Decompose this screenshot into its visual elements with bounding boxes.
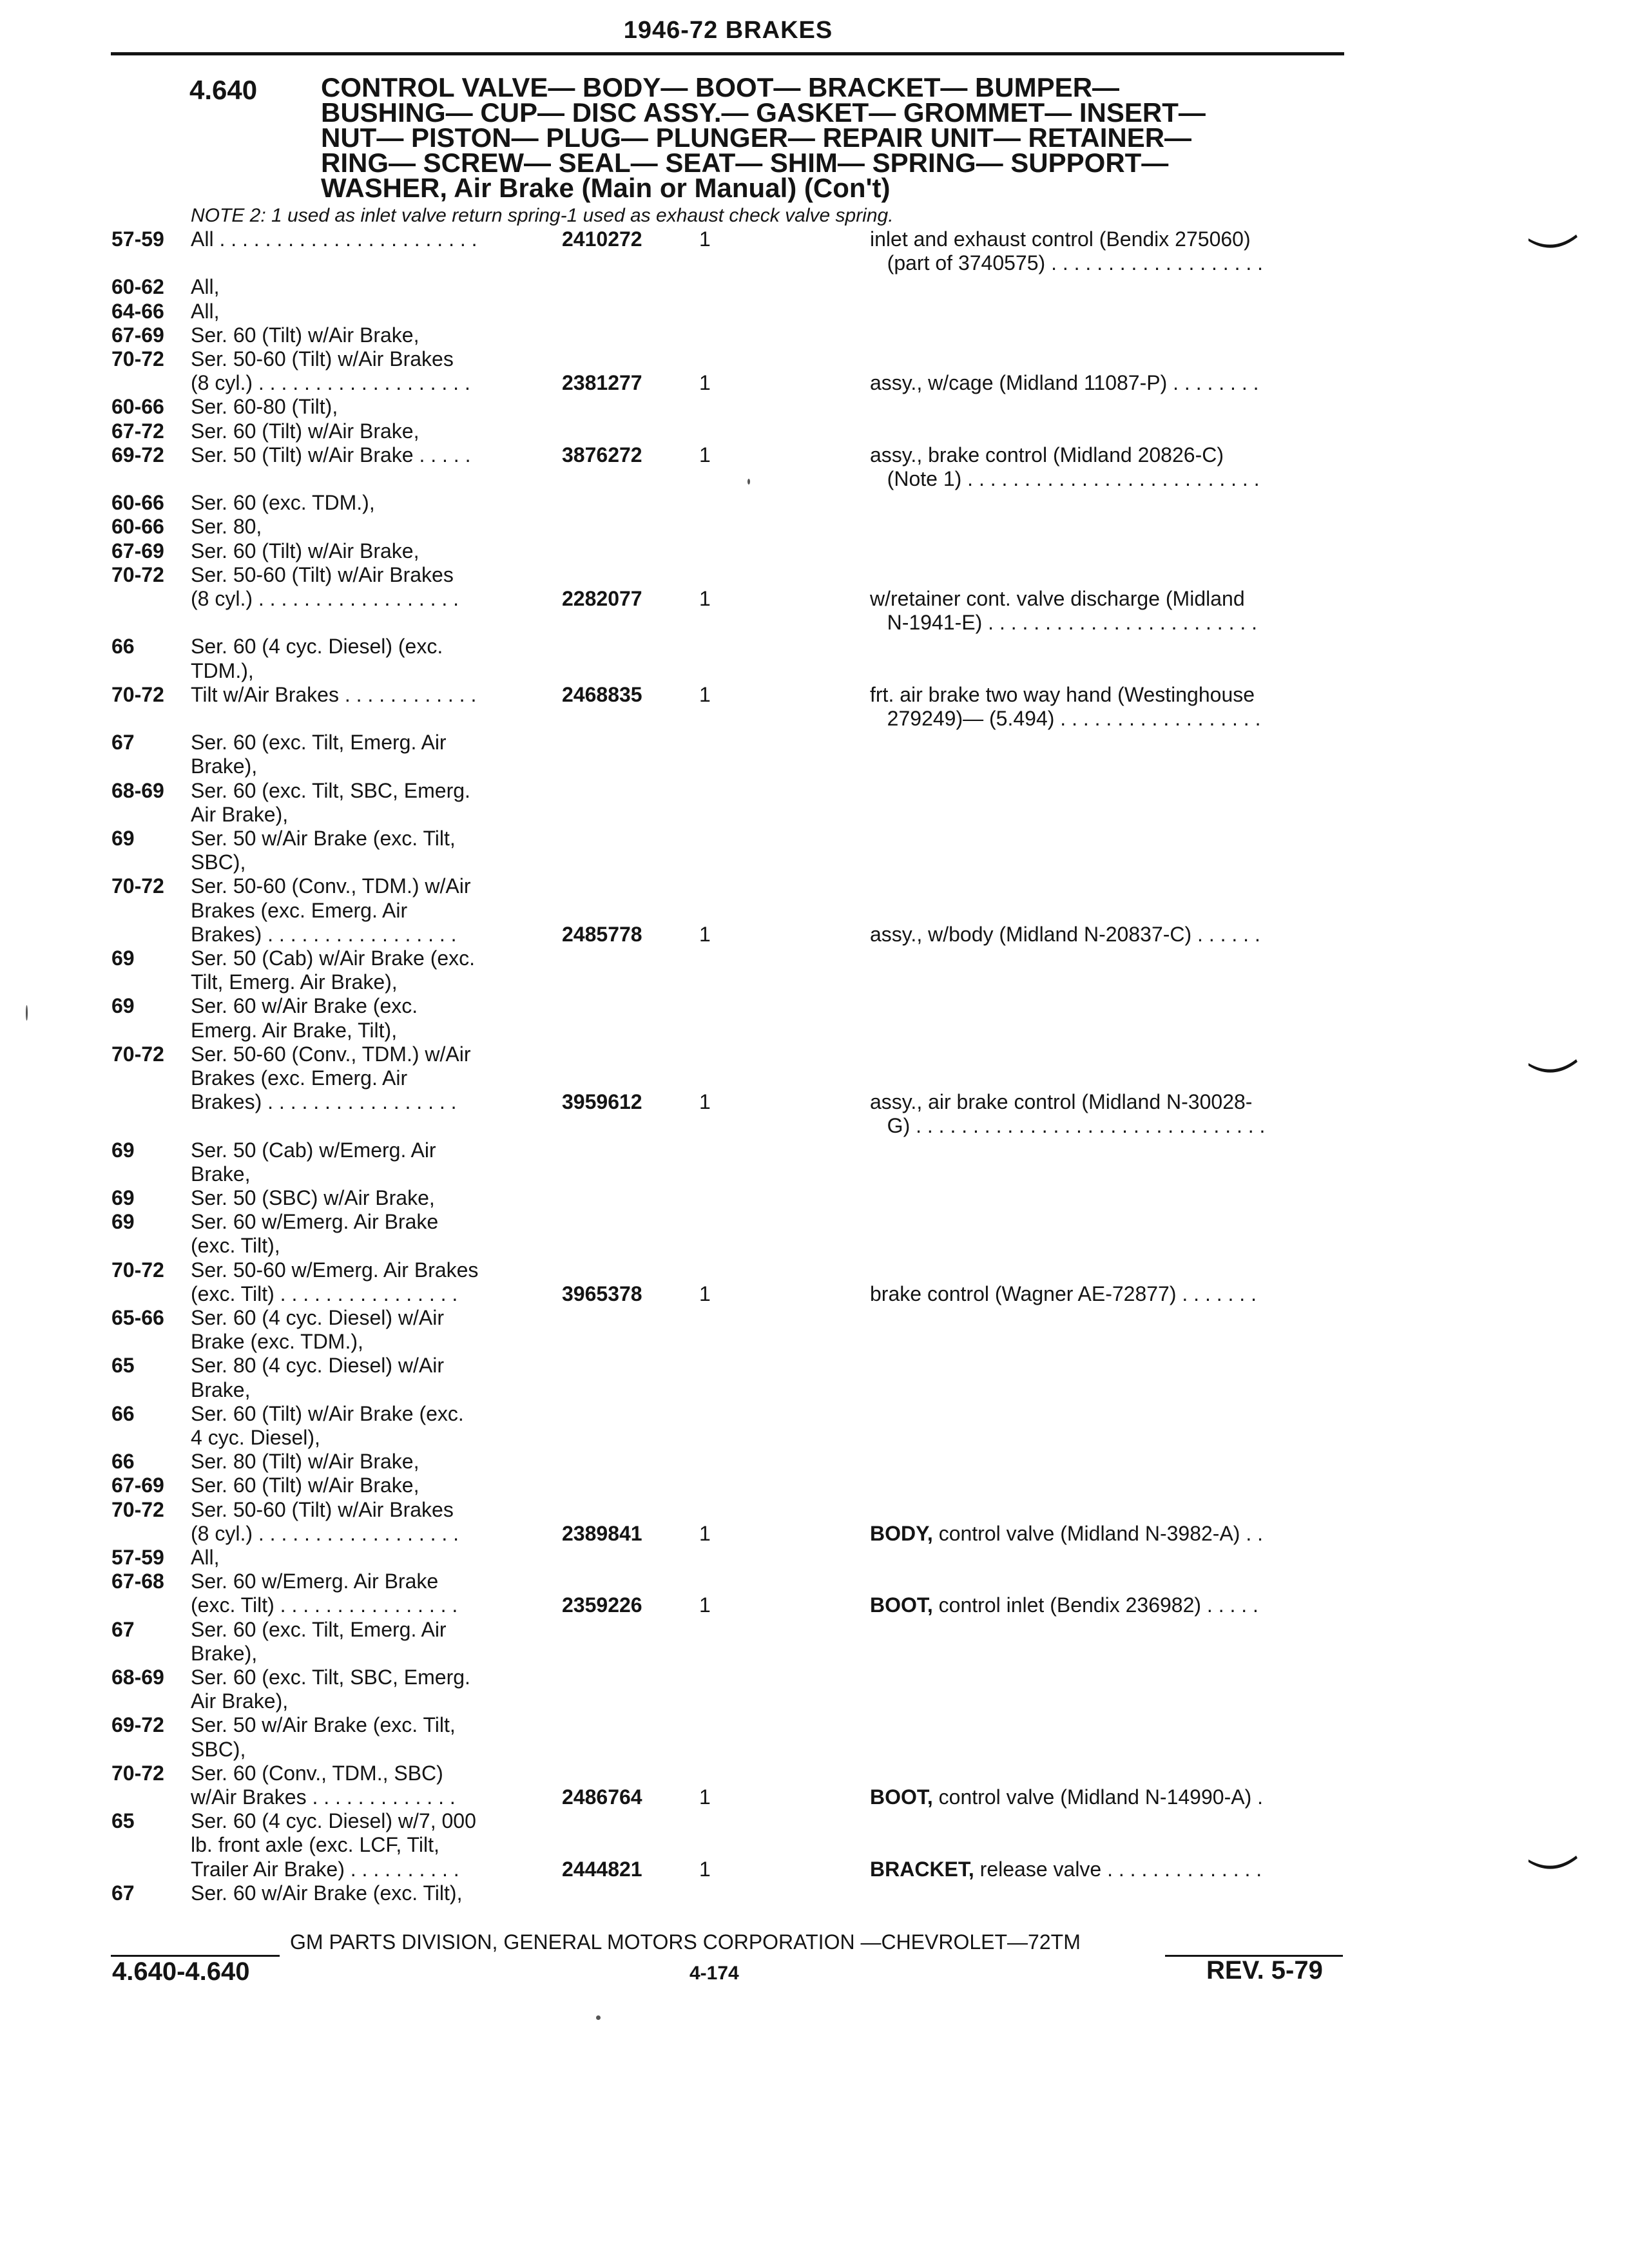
table-row: [0, 466, 1629, 491]
table-row: [0, 1162, 1629, 1186]
table-row: [0, 1090, 1629, 1114]
row-application: Ser. 60 w/Air Brake (exc.: [191, 994, 418, 1017]
row-description-text: (part of 3740575) . . . . . . . . . . . . . . . . . . .: [870, 251, 1264, 274]
row-application: Air Brake),: [191, 1689, 289, 1713]
row-years: 65-66: [111, 1306, 164, 1329]
table-row: [0, 1186, 1629, 1210]
row-description: [870, 682, 1255, 707]
scan-speck: [26, 1005, 28, 1021]
row-part-number: 3876272: [562, 443, 642, 466]
table-row: [0, 1809, 1629, 1833]
row-description: [870, 1521, 1263, 1546]
row-application: Tilt w/Air Brakes . . . . . . . . . . . .: [191, 683, 477, 706]
row-part-number: 2359226: [562, 1593, 642, 1617]
row-part-number: 2389841: [562, 1522, 642, 1545]
row-quantity: 1: [699, 1593, 711, 1617]
row-quantity: 1: [699, 227, 711, 251]
row-years: 70-72: [111, 563, 164, 586]
table-row: [0, 539, 1629, 563]
row-application: (8 cyl.) . . . . . . . . . . . . . . . . . .: [191, 1522, 459, 1545]
row-application: Ser. 50-60 (Conv., TDM.) w/Air: [191, 1043, 471, 1066]
row-application: All . . . . . . . . . . . . . . . . . . . . . . .: [191, 227, 477, 251]
table-row: [0, 227, 1629, 251]
row-application: Ser. 50 (Cab) w/Emerg. Air: [191, 1139, 436, 1162]
row-years: 64-66: [111, 300, 164, 323]
row-application: Ser. 60 (4 cyc. Diesel) w/7, 000: [191, 1809, 476, 1832]
row-years: 70-72: [111, 1258, 164, 1282]
table-row: [0, 1353, 1629, 1378]
row-description: [870, 227, 1251, 251]
row-application: Brakes) . . . . . . . . . . . . . . . . .: [191, 1090, 457, 1113]
scan-speck: [747, 479, 750, 485]
row-application: Ser. 60 (exc. TDM.),: [191, 491, 375, 514]
row-application: SBC),: [191, 850, 246, 874]
row-years: 68-69: [111, 779, 164, 802]
table-row: [0, 562, 1629, 587]
table-row: [0, 323, 1629, 347]
row-years: 70-72: [111, 1762, 164, 1785]
table-row: [0, 730, 1629, 754]
row-application: Air Brake),: [191, 803, 289, 826]
footer-section-range: 4.640-4.640: [112, 1957, 250, 1986]
table-row: [0, 802, 1629, 827]
row-description-text: (Note 1) . . . . . . . . . . . . . . . . . . . . . . . . . .: [870, 467, 1260, 490]
row-description-text: w/retainer cont. valve discharge (Midland: [870, 587, 1245, 610]
row-years: 67-69: [111, 539, 164, 562]
row-years: 70-72: [111, 347, 164, 370]
table-row: [0, 898, 1629, 923]
binder-hole-mark: [1527, 1057, 1579, 1076]
row-description-text: N-1941-E) . . . . . . . . . . . . . . . . . . . . . . . .: [870, 611, 1258, 634]
section-title-line: WASHER, Air Brake (Main or Manual) (Con't): [321, 173, 891, 203]
row-application: Ser. 80,: [191, 515, 262, 538]
row-quantity: 1: [699, 443, 711, 466]
table-row: [0, 394, 1629, 419]
table-row: [0, 1593, 1629, 1617]
row-part-number: 2486764: [562, 1785, 642, 1809]
row-description: [870, 466, 1260, 491]
row-years: 67: [111, 1881, 135, 1905]
row-application: (exc. Tilt) . . . . . . . . . . . . . . . .: [191, 1282, 458, 1305]
table-row: [0, 1042, 1629, 1066]
row-application: Ser. 60 (Tilt) w/Air Brake (exc.: [191, 1402, 464, 1425]
row-description-text: assy., air brake control (Midland N-30028-: [870, 1090, 1253, 1113]
row-years: 67-69: [111, 1474, 164, 1497]
row-years: 60-66: [111, 515, 164, 538]
row-description: [870, 443, 1224, 467]
row-description-text: control inlet (Bendix 236982) . . . . .: [932, 1593, 1258, 1617]
row-description-text: release valve . . . . . . . . . . . . . .: [974, 1858, 1262, 1881]
table-row: [0, 1425, 1629, 1450]
row-application: Ser. 50-60 (Tilt) w/Air Brakes: [191, 347, 454, 370]
row-application: 4 cyc. Diesel),: [191, 1426, 320, 1449]
row-keyword: BOOT,: [870, 1593, 933, 1617]
table-row: [0, 1521, 1629, 1546]
table-row: [0, 970, 1629, 994]
table-row: [0, 1641, 1629, 1666]
row-application: Ser. 50-60 (Tilt) w/Air Brakes: [191, 563, 454, 586]
row-application: Ser. 50 (Tilt) w/Air Brake . . . . .: [191, 443, 471, 466]
table-row: [0, 946, 1629, 970]
row-years: 69: [111, 1210, 135, 1233]
row-application: Ser. 50 (SBC) w/Air Brake,: [191, 1186, 435, 1209]
row-application: TDM.),: [191, 659, 254, 682]
row-application: w/Air Brakes . . . . . . . . . . . . .: [191, 1785, 456, 1809]
table-row: [0, 706, 1629, 731]
row-description-text: inlet and exhaust control (Bendix 275060): [870, 227, 1251, 251]
row-years: 69: [111, 1139, 135, 1162]
row-quantity: 1: [699, 1282, 711, 1305]
row-years: 60-66: [111, 491, 164, 514]
row-years: 70-72: [111, 683, 164, 706]
row-application: Ser. 50 w/Air Brake (exc. Tilt,: [191, 1713, 456, 1736]
table-row: [0, 1329, 1629, 1354]
table-row: [0, 922, 1629, 947]
table-row: [0, 610, 1629, 635]
table-row: [0, 1857, 1629, 1881]
row-application: Ser. 50 w/Air Brake (exc. Tilt,: [191, 827, 456, 850]
table-row: [0, 1066, 1629, 1090]
row-years: 69: [111, 994, 135, 1017]
footer-page-number: 4-174: [689, 1963, 739, 1984]
row-description-text: assy., w/body (Midland N-20837-C) . . . . . .: [870, 923, 1260, 946]
row-part-number: 2444821: [562, 1858, 642, 1881]
row-years: 69: [111, 827, 135, 850]
row-part-number: 2410272: [562, 227, 642, 251]
row-quantity: 1: [699, 1785, 711, 1809]
row-application: Ser. 50-60 (Conv., TDM.) w/Air: [191, 874, 471, 898]
row-application: Brake,: [191, 1378, 251, 1401]
row-application: (8 cyl.) . . . . . . . . . . . . . . . . . .: [191, 587, 459, 610]
section-number: 4.640: [189, 75, 258, 105]
table-row: [0, 1497, 1629, 1522]
row-application: Ser. 50-60 (Tilt) w/Air Brakes: [191, 1498, 454, 1521]
row-years: 57-59: [111, 1546, 164, 1569]
row-years: 60-62: [111, 275, 164, 298]
table-row: [0, 754, 1629, 778]
table-row: [0, 586, 1629, 611]
row-description: [870, 251, 1263, 275]
row-application: Ser. 60 (Tilt) w/Air Brake,: [191, 1474, 419, 1497]
row-description-text: control valve (Midland N-14990-A) .: [932, 1785, 1263, 1809]
table-row: [0, 299, 1629, 323]
row-part-number: 3959612: [562, 1090, 642, 1113]
row-description-text: control valve (Midland N-3982-A) . .: [932, 1522, 1263, 1545]
footer-publisher: GM PARTS DIVISION, GENERAL MOTORS CORPORATION —CHEVROLET—72TM: [290, 1930, 1081, 1954]
row-description: [870, 1593, 1258, 1617]
scan-speck: [596, 2015, 601, 2020]
row-description: [870, 370, 1259, 395]
row-description: [870, 706, 1260, 731]
table-row: [0, 682, 1629, 707]
row-application: Ser. 60 (exc. Tilt, SBC, Emerg.: [191, 779, 470, 802]
row-description-text: frt. air brake two way hand (Westinghouse: [870, 683, 1255, 706]
row-application: Ser. 80 (4 cyc. Diesel) w/Air: [191, 1354, 444, 1377]
table-row: [0, 658, 1629, 683]
footer-revision: REV. 5-79: [1206, 1956, 1323, 1984]
table-row: [0, 1258, 1629, 1282]
row-description-text: G) . . . . . . . . . . . . . . . . . . . . . . . . . . . . . . .: [870, 1114, 1266, 1137]
row-application: (8 cyl.) . . . . . . . . . . . . . . . . . . .: [191, 371, 470, 394]
page-header: 1946-72 BRAKES: [623, 17, 833, 44]
row-years: 65: [111, 1809, 135, 1832]
row-description-text: 279249)— (5.494) . . . . . . . . . . . . . . . . . .: [870, 707, 1261, 730]
row-description-text: assy., brake control (Midland 20826-C): [870, 443, 1224, 466]
row-years: 66: [111, 635, 135, 658]
header-rule: [111, 52, 1344, 55]
table-row: [0, 419, 1629, 443]
section-title: [321, 72, 1326, 203]
table-row: [0, 1305, 1629, 1330]
row-application: SBC),: [191, 1738, 246, 1761]
row-application: Ser. 60 (4 cyc. Diesel) (exc.: [191, 635, 443, 658]
footer-rule-left: [111, 1955, 280, 1957]
table-row: [0, 1569, 1629, 1593]
row-application: Trailer Air Brake) . . . . . . . . . .: [191, 1858, 459, 1881]
row-years: 67: [111, 1618, 135, 1641]
row-application: Ser. 50 (Cab) w/Air Brake (exc.: [191, 947, 476, 970]
table-row: [0, 1473, 1629, 1497]
row-part-number: 2282077: [562, 587, 642, 610]
table-row: [0, 1209, 1629, 1234]
table-row: [0, 1665, 1629, 1689]
section-title-line: NUT— PISTON— PLUG— PLUNGER— REPAIR UNIT— RETAINER—: [321, 122, 1192, 153]
row-application: All,: [191, 1546, 220, 1569]
row-description: [870, 1785, 1263, 1809]
table-row: [0, 1449, 1629, 1474]
table-row: [0, 1737, 1629, 1762]
row-application: Brake,: [191, 1162, 251, 1186]
row-part-number: 2381277: [562, 371, 642, 394]
row-description: [870, 1113, 1265, 1138]
row-keyword: BOOT,: [870, 1785, 933, 1809]
row-application: Brakes (exc. Emerg. Air: [191, 1066, 408, 1090]
row-quantity: 1: [699, 371, 711, 394]
row-years: 68-69: [111, 1666, 164, 1689]
table-row: [0, 490, 1629, 515]
row-application: Tilt, Emerg. Air Brake),: [191, 970, 398, 994]
table-row: [0, 1761, 1629, 1785]
row-quantity: 1: [699, 683, 711, 706]
row-application: Brake (exc. TDM.),: [191, 1330, 363, 1353]
binder-hole-mark: [1527, 1853, 1579, 1872]
row-description-text: brake control (Wagner AE-72877) . . . . . . .: [870, 1282, 1257, 1305]
row-application: (exc. Tilt) . . . . . . . . . . . . . . . .: [191, 1593, 458, 1617]
row-years: 65: [111, 1354, 135, 1377]
row-application: Ser. 60 (Conv., TDM., SBC): [191, 1762, 443, 1785]
table-row: [0, 274, 1629, 299]
table-row: [0, 1881, 1629, 1905]
section-title-line: CONTROL VALVE— BODY— BOOT— BRACKET— BUMPER—: [321, 72, 1120, 102]
row-application: Ser. 60 w/Emerg. Air Brake: [191, 1210, 439, 1233]
row-years: 70-72: [111, 1498, 164, 1521]
table-row: [0, 1282, 1629, 1306]
table-row: [0, 826, 1629, 850]
row-application: Brake),: [191, 754, 258, 778]
table-row: [0, 1378, 1629, 1402]
table-row: [0, 778, 1629, 803]
row-keyword: BRACKET,: [870, 1858, 974, 1881]
table-row: [0, 850, 1629, 874]
table-row: [0, 1617, 1629, 1642]
table-row: [0, 347, 1629, 371]
row-application: Ser. 60 (exc. Tilt, Emerg. Air: [191, 731, 447, 754]
table-row: [0, 1401, 1629, 1426]
table-row: [0, 251, 1629, 275]
row-part-number: 3965378: [562, 1282, 642, 1305]
row-quantity: 1: [699, 587, 711, 610]
row-application: (exc. Tilt),: [191, 1234, 280, 1257]
section-note: NOTE 2: 1 used as inlet valve return spring-1 used as exhaust check valve spring.: [191, 205, 894, 226]
row-application: Ser. 60 w/Emerg. Air Brake: [191, 1570, 439, 1593]
row-application: Ser. 60 (Tilt) w/Air Brake,: [191, 419, 419, 443]
row-years: 69-72: [111, 443, 164, 466]
row-description: [870, 1090, 1252, 1114]
table-row: [0, 443, 1629, 467]
table-row: [0, 514, 1629, 539]
table-row: [0, 634, 1629, 658]
table-row: [0, 994, 1629, 1018]
row-quantity: 1: [699, 1858, 711, 1881]
table-row: [0, 1138, 1629, 1162]
table-row: [0, 1832, 1629, 1857]
row-application: Brakes (exc. Emerg. Air: [191, 899, 408, 922]
table-row: [0, 874, 1629, 898]
row-application: Ser. 80 (Tilt) w/Air Brake,: [191, 1450, 419, 1473]
row-years: 57-59: [111, 227, 164, 251]
row-quantity: 1: [699, 1090, 711, 1113]
row-application: Ser. 60 w/Air Brake (exc. Tilt),: [191, 1881, 463, 1905]
row-years: 67-72: [111, 419, 164, 443]
row-part-number: 2468835: [562, 683, 642, 706]
row-years: 70-72: [111, 1043, 164, 1066]
row-application: Emerg. Air Brake, Tilt),: [191, 1019, 398, 1042]
row-years: 67-69: [111, 323, 164, 347]
row-description: [870, 610, 1257, 635]
row-quantity: 1: [699, 1522, 711, 1545]
row-description-text: assy., w/cage (Midland 11087-P) . . . . . . . .: [870, 371, 1259, 394]
row-application: Brake),: [191, 1642, 258, 1665]
row-application: Ser. 50-60 w/Emerg. Air Brakes: [191, 1258, 479, 1282]
table-row: [0, 1113, 1629, 1138]
row-keyword: BODY,: [870, 1522, 933, 1545]
row-application: All,: [191, 300, 220, 323]
row-years: 60-66: [111, 395, 164, 418]
row-application: Ser. 60 (exc. Tilt, SBC, Emerg.: [191, 1666, 470, 1689]
row-years: 66: [111, 1450, 135, 1473]
table-row: [0, 1785, 1629, 1809]
row-application: Ser. 60 (Tilt) w/Air Brake,: [191, 323, 419, 347]
row-years: 69: [111, 1186, 135, 1209]
row-years: 69: [111, 947, 135, 970]
row-application: Ser. 60 (Tilt) w/Air Brake,: [191, 539, 419, 562]
binder-hole-mark: [1527, 232, 1579, 251]
row-part-number: 2485778: [562, 923, 642, 946]
row-application: Ser. 60 (4 cyc. Diesel) w/Air: [191, 1306, 444, 1329]
row-quantity: 1: [699, 923, 711, 946]
table-row: [0, 1018, 1629, 1043]
row-description: [870, 922, 1260, 947]
table-row: [0, 370, 1629, 395]
row-application: Brakes) . . . . . . . . . . . . . . . . .: [191, 923, 457, 946]
row-description: [870, 586, 1245, 611]
row-application: All,: [191, 275, 220, 298]
row-application: Ser. 60-80 (Tilt),: [191, 395, 338, 418]
row-years: 67-68: [111, 1570, 164, 1593]
row-application: Ser. 60 (exc. Tilt, Emerg. Air: [191, 1618, 447, 1641]
section-title-line: BUSHING— CUP— DISC ASSY.— GASKET— GROMMET— INSERT—: [321, 97, 1206, 128]
row-application: lb. front axle (exc. LCF, Tilt,: [191, 1833, 439, 1856]
row-description: [870, 1282, 1257, 1306]
row-years: 70-72: [111, 874, 164, 898]
table-row: [0, 1545, 1629, 1570]
row-description: [870, 1857, 1262, 1881]
section-title-line: RING— SCREW— SEAL— SEAT— SHIM— SPRING— SUPPORT—: [321, 148, 1169, 178]
table-row: [0, 1689, 1629, 1713]
row-years: 69-72: [111, 1713, 164, 1736]
table-row: [0, 1233, 1629, 1258]
row-years: 67: [111, 731, 135, 754]
table-row: [0, 1713, 1629, 1737]
row-years: 66: [111, 1402, 135, 1425]
